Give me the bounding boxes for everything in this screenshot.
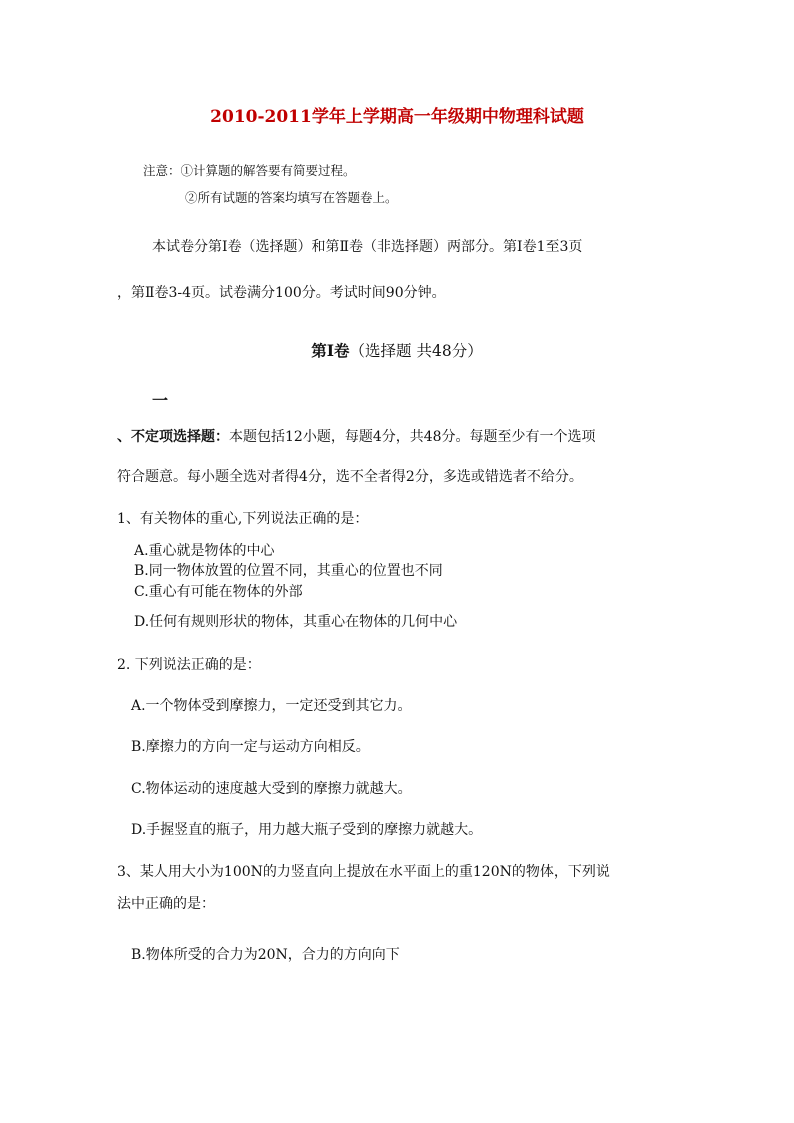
question-2-option-a: A.一个物体受到摩擦力，一定还受到其它力。 [131,698,412,714]
intro-line-2: ，第Ⅱ卷3-4页。试卷满分100分。考试时间90分钟。 [117,285,446,301]
question-3-option-b: B.物体所受的合力为20N，合力的方向向下 [131,947,400,963]
part-heading-bold: 、不定项选择题： [117,429,229,445]
part-number: 一 [152,391,169,410]
section-heading-bold: 第Ⅰ卷 [311,341,350,360]
question-1-option-d: D.任何有规则形状的物体，其重心在物体的几何中心 [134,614,458,630]
question-1-stem: 1、有关物体的重心,下列说法正确的是： [117,511,369,527]
part-heading-rest: 本题包括12小题，每题4分，共48分。每题至少有一个选项 [229,429,596,445]
exam-title: 2010-2011学年上学期高一年级期中物理科试题 [210,107,584,127]
question-1-option-b: B.同一物体放置的位置不同，其重心的位置也不同 [134,563,443,579]
question-3-stem-line-2: 法中正确的是： [117,896,215,912]
question-2-option-b: B.摩擦力的方向一定与运动方向相反。 [131,739,370,755]
part-heading-line-1 [117,428,596,446]
question-2-option-c: C.物体运动的速度越大受到的摩擦力就越大。 [131,781,412,797]
question-1-option-a: A.重心就是物体的中心 [134,543,275,559]
section-heading-rest: （选择题 共48分） [349,342,483,360]
note-line-2: ②所有试题的答案均填写在答题卷上。 [185,190,398,205]
part-heading-line-2: 符合题意。每小题全选对者得4分，选不全者得2分，多选或错选者不给分。 [117,469,583,485]
question-3-stem-line-1: 3、某人用大小为100N的力竖直向上提放在水平面上的重120N的物体，下列说 [117,864,610,880]
question-2-stem: 2. 下列说法正确的是： [117,657,261,673]
question-1-option-c: C.重心有可能在物体的外部 [134,584,303,600]
intro-line-1: 本试卷分第Ⅰ卷（选择题）和第Ⅱ卷（非选择题）两部分。第Ⅰ卷1至3页 [152,239,583,255]
section-heading [0,342,794,360]
question-2-option-d: D.手握竖直的瓶子，用力越大瓶子受到的摩擦力就越大。 [131,822,483,838]
note-line-1: 注意：①计算题的解答要有简要过程。 [143,163,356,178]
